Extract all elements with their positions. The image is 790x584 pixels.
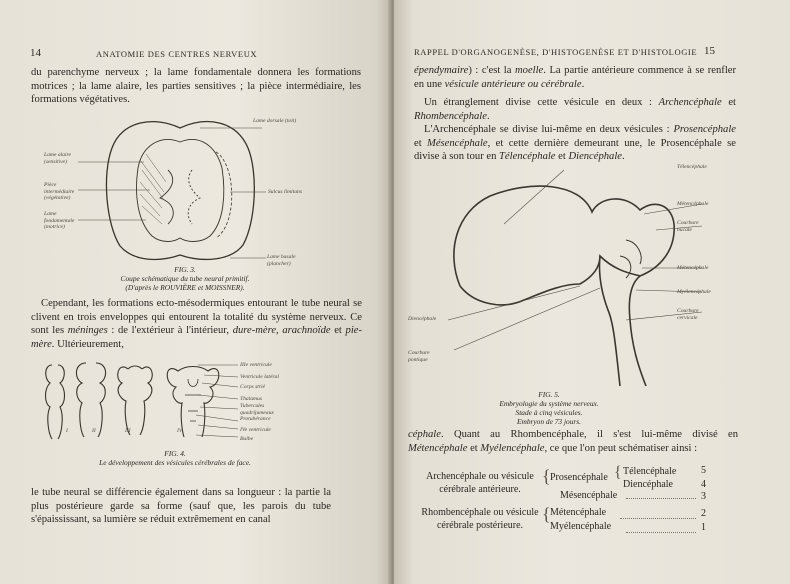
fig5-label-metencephale-top: Métencéphale — [677, 201, 709, 207]
table-metencephale: Métencéphale — [550, 507, 607, 518]
brace-archen: { — [542, 466, 551, 486]
fig4-roman-4: IV — [177, 428, 183, 434]
paragraph-1: épendymaire) : c'est la moelle. La partie antérieure commence à se renfler en une vésicule antérieure ou cérébrale. — [414, 65, 736, 90]
table-archencephale: Archencéphale ou vésicule cérébrale antérieure. — [426, 471, 534, 495]
table-num-mesencephale: 3 — [701, 491, 706, 502]
running-head: RAPPEL D'ORGANOGENÈSE, D'HISTOGENÈSE ET D'HISTOLOGIE — [414, 47, 698, 57]
paragraph-3: L'Archencéphale se divise lui-même en deux vésicules : Prosencéphale et Mésencéphale, et cette dernière demeurant une, le Prosencéphale se divise à son tour en Télencéphale et Diencéphale. — [414, 124, 736, 163]
fig4-label-thalamus: Thalamus — [240, 396, 263, 402]
fig4-label-v3: IIIe ventricule — [240, 362, 272, 368]
figure-5-embryo-brain — [394, 160, 790, 400]
fig3-caption: FIG. 3. Coupe schématique du tube neural primitif. (D'après le ROUVIÈRE et MOISSNER). — [120, 265, 250, 292]
fig5-caption: FIG. 5. Embryologie du système nerveux. Stade à cinq vésicules. Embryon de 73 jours. — [499, 390, 599, 426]
paragraph-meninges: Cependant, les formations ecto-mésodermiques entourant le tube neural se clivent en trois enveloppes qui entourent la totalité du système nerveux. Ce sont les méninges : de l'extérieur à l'intérieur, dure-mère, arachnoïde et pie-mère. Ultérieurement, — [31, 298, 362, 351]
fig5-label-telencephale: Télencéphale — [677, 164, 707, 170]
paragraph-4: céphale. Quant au Rhombencéphale, il s'est lui-même divisé en Métencéphale et Myélencéphale, ce que l'on peut schématiser ainsi : — [408, 429, 738, 454]
table-num-telencephale: 5 — [701, 465, 706, 476]
leader-dots — [626, 498, 696, 499]
fig4-label-protuberance: Protubérance — [240, 416, 271, 422]
fig5-label-courbure-pontique: Courbure pontique — [408, 350, 430, 363]
fig5-label-courbure-cervicale: Courbure cervicale — [677, 308, 699, 321]
brace-prosen: { — [614, 464, 622, 481]
brace-rhomb: { — [542, 504, 551, 524]
fig5-label-diencephale: Diencéphale — [408, 316, 437, 322]
fig3-label-lame-basale: Lame basale (plancher) — [267, 254, 296, 267]
table-mesencephale: Mésencéphale — [560, 490, 618, 501]
table-diencephale: Diencéphale — [623, 479, 673, 490]
fig4-roman-1: I — [66, 428, 68, 434]
table-telencephale: Télencéphale — [623, 466, 677, 477]
fig4-roman-2: II — [92, 428, 96, 434]
paragraph-2: Un étranglement divise cette vésicule en deux : Archencéphale et Rhombencéphale. — [414, 97, 736, 122]
fig4-roman-3: III — [125, 428, 131, 434]
fig5-label-myelencephale: Myélencéphale — [677, 289, 711, 295]
table-num-diencephale: 4 — [701, 479, 706, 490]
fig4-label-v4: IVe ventricule — [240, 427, 271, 433]
left-page — [0, 0, 392, 584]
page-number: 15 — [704, 45, 715, 57]
paragraph-top: du parenchyme nerveux ; la lame fondamentale donnera les formations motrices ; la lame alaire, les parties sensitives ; la pièce intermédiaire, les formations végétatives. — [31, 67, 361, 106]
table-num-myelencephale: 1 — [701, 522, 706, 533]
table-num-metencephale: 2 — [701, 508, 706, 519]
running-head: ANATOMIE DES CENTRES NERVEUX — [96, 49, 258, 59]
fig4-caption: FIG. 4. Le développement des vésicules cérébrales de face. — [99, 449, 251, 467]
leader-dots — [626, 532, 696, 533]
fig5-label-metencephale: Métencéphale — [677, 265, 709, 271]
fig4-label-ventricule-lateral: Ventricule latéral — [240, 374, 279, 380]
fig4-label-tubercules: Tubercules quadrijumeaux — [240, 403, 274, 416]
paragraph-bottom: le tube neural se différencie également dans sa longueur : la partie la plus postérieure garde sa forme (sauf que, les parois du tube s'épaississant, sa lumière se réduit extrêmement en canal — [31, 487, 331, 526]
fig4-label-corps-strie: Corps strié — [240, 384, 266, 390]
leader-dots — [620, 518, 696, 519]
table-prosencephale: Prosencéphale — [550, 472, 608, 483]
fig4-label-bulbe: Bulbe — [240, 436, 254, 442]
figure-4-cerebral-vesicles — [38, 355, 258, 445]
page-number: 14 — [30, 47, 41, 59]
fig3-label-sulcus-limitans: Sulcus limitans — [268, 189, 303, 195]
right-page — [394, 0, 790, 584]
table-myelencephale: Myélencéphale — [550, 521, 612, 532]
fig3-label-piece-intermediaire: Pièce intermédiaire (végétative) — [44, 182, 75, 201]
fig5-label-courbure-nucale: Courbure nucale — [677, 220, 699, 233]
fig3-label-lame-alaire: Lame alaire (sensitive) — [44, 152, 71, 165]
fig3-label-lame-fondamentale: Lame fondamentale (motrice) — [44, 211, 75, 230]
fig3-label-lame-dorsale: Lame dorsale (toit) — [253, 118, 297, 124]
table-rhombencephale: Rhombencéphale ou vésicule cérébrale postérieure. — [421, 507, 539, 531]
